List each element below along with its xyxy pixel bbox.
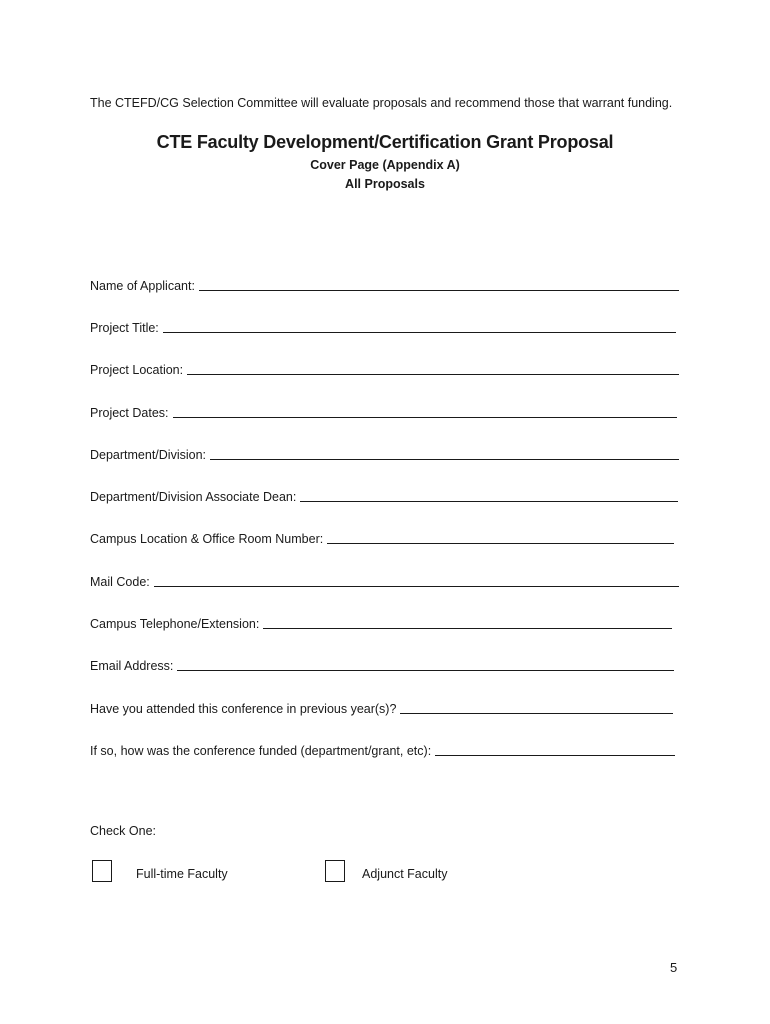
- subtitle-all-proposals: All Proposals: [345, 177, 425, 191]
- field-attended-previous: [90, 698, 673, 716]
- field-label: If so, how was the conference funded (department/grant, etc):: [90, 744, 432, 758]
- adjunct-faculty-checkbox[interactable]: [325, 860, 345, 882]
- check-one-label: Check One:: [90, 824, 157, 838]
- field-label: Project Location:: [90, 363, 184, 377]
- field-project-location: [90, 359, 679, 377]
- field-label: Project Title:: [90, 321, 159, 335]
- page-number: 5: [670, 960, 678, 975]
- subtitle: Cover Page (Appendix A): [310, 158, 460, 172]
- field-campus-location: [90, 528, 674, 546]
- field-label: Email Address:: [90, 659, 174, 673]
- campus-location-input-line[interactable]: [327, 542, 674, 544]
- fulltime-faculty-checkbox[interactable]: [92, 860, 112, 882]
- adjunct-faculty-label: Adjunct Faculty: [362, 867, 448, 881]
- field-department-division: [90, 444, 679, 462]
- project-location-input-line[interactable]: [187, 373, 679, 375]
- field-project-title: [90, 317, 676, 335]
- field-label: Project Dates:: [90, 406, 169, 420]
- field-name-of-applicant: [90, 275, 679, 293]
- mail-code-input-line[interactable]: [154, 585, 679, 587]
- department-division-input-line[interactable]: [210, 458, 679, 460]
- field-label: Campus Telephone/Extension:: [90, 617, 260, 631]
- field-label: Have you attended this conference in previous year(s)?: [90, 702, 397, 716]
- name-of-applicant-input-line[interactable]: [199, 289, 679, 291]
- field-campus-telephone: [90, 613, 672, 631]
- associate-dean-input-line[interactable]: [300, 500, 678, 502]
- field-label: Mail Code:: [90, 575, 150, 589]
- field-mail-code: [90, 571, 679, 589]
- field-conference-funded: [90, 740, 675, 758]
- field-label: Campus Location & Office Room Number:: [90, 532, 324, 546]
- page-title: CTE Faculty Development/Certification Grant Proposal: [156, 132, 614, 152]
- project-dates-input-line[interactable]: [173, 416, 677, 418]
- fulltime-faculty-label: Full-time Faculty: [136, 867, 228, 881]
- email-address-input-line[interactable]: [177, 669, 674, 671]
- campus-telephone-input-line[interactable]: [263, 627, 672, 629]
- project-title-input-line[interactable]: [163, 331, 676, 333]
- field-associate-dean: [90, 486, 678, 504]
- attended-previous-input-line[interactable]: [400, 712, 673, 714]
- field-label: Name of Applicant:: [90, 279, 195, 293]
- conference-funded-input-line[interactable]: [435, 754, 675, 756]
- field-email-address: [90, 655, 674, 673]
- field-label: Department/Division:: [90, 448, 207, 462]
- field-project-dates: [90, 402, 677, 420]
- field-label: Department/Division Associate Dean:: [90, 490, 297, 504]
- intro-text: The CTEFD/CG Selection Committee will evaluate proposals and recommend those that warrant funding.: [90, 96, 673, 110]
